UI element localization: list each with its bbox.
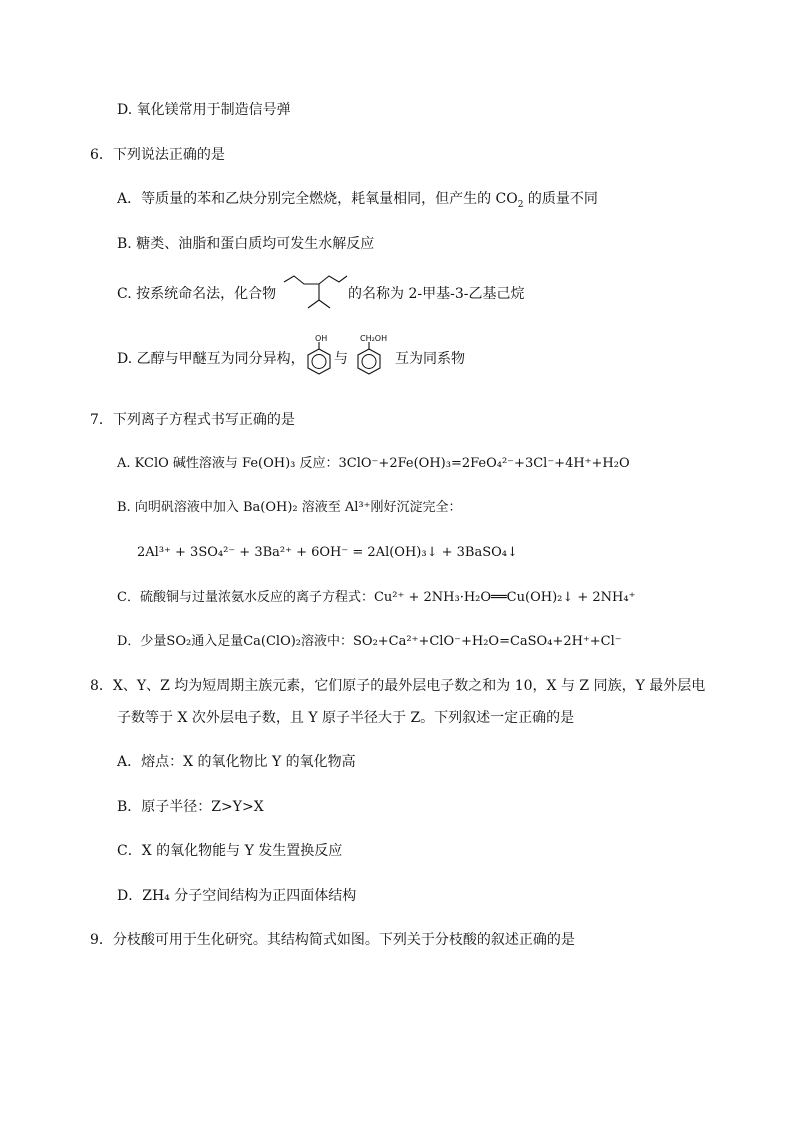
q6a-text: A．等质量的苯和乙炔分别完全燃烧，耗氧量相同，但产生的 CO (117, 191, 518, 207)
benzyl-ch2oh-label: CH₂OH (360, 334, 388, 343)
q6-stem: 6．下列说法正确的是 (90, 147, 225, 163)
q9-stem: 9．分枝酸可用于生化研究。其结构简式如图。下列关于分枝酸的叙述正确的是 (90, 932, 575, 948)
q7-stem: 7．下列离子方程式书写正确的是 (90, 412, 295, 428)
q8-stem-line2: 子数等于 X 次外层电子数，且 Y 原子半径大于 Z。下列叙述一定正确的是 (117, 710, 575, 726)
q8-stem-line1: 8．X、Y、Z 均为短周期主族元素，它们原子的最外层电子数之和为 10，X 与 Z 同族，Y 最外层电 (90, 678, 706, 694)
q6c-text: C. 按系统命名法，化合物 (117, 286, 277, 302)
q8-option-c: C．X 的氧化物能与 Y 发生置换反应 (117, 843, 343, 859)
q6d-mid-text: 与 (334, 351, 348, 367)
q7-option-c: C．硫酸铜与过量浓氨水反应的离子方程式：Cu²⁺ + 2NH₃·H₂O══Cu(OH)₂↓ + 2NH₄⁺ (117, 590, 636, 605)
q6d-text-end: 互为同系物 (395, 351, 465, 367)
q8-option-b: B．原子半径：Z>Y>X (117, 799, 264, 815)
q7-option-a: A. KClO 碱性溶液与 Fe(OH)₃ 反应：3ClO⁻+2Fe(OH)₃=2FeO₄²⁻+3Cl⁻+4H⁺+H₂O (117, 456, 630, 471)
q7-option-b: B. 向明矾溶液中加入 Ba(OH)₂ 溶液至 Al³⁺刚好沉淀完全： (117, 500, 462, 515)
q6c-text-end: 的名称为 2-甲基-3-乙基己烷 (348, 286, 525, 302)
q6-option-b: B. 糖类、油脂和蛋白质均可发生水解反应 (117, 236, 375, 252)
q7-option-b-equation: 2Al³⁺ + 3SO₄²⁻ + 3Ba²⁺ + 6OH⁻ = 2Al(OH)₃↓ + 3BaSO₄↓ (137, 545, 518, 560)
q8-option-d: D．ZH₄ 分子空间结构为正四面体结构 (117, 888, 357, 904)
q6-option-a (117, 189, 598, 211)
q6a-subscript: 2 (517, 200, 524, 210)
skeletal-formula-2-methyl-3-ethylhexane (282, 268, 352, 314)
q8-option-a: A．熔点：X 的氧化物比 Y 的氧化物高 (117, 754, 356, 770)
q6-option-d: D. 乙醇与甲醚互为同分异构， (117, 351, 305, 367)
q7-option-d: D．少量SO₂通入足量Ca(ClO)₂溶液中：SO₂+Ca²⁺+ClO⁻+H₂O=CaSO₄+2H⁺+Cl⁻ (117, 634, 622, 649)
q6-option-c (117, 284, 276, 304)
phenol-oh-label: OH (315, 334, 328, 343)
q5-option-d: D. 氧化镁常用于制造信号弹 (117, 102, 291, 118)
q6a-text-end: 的质量不同 (523, 191, 598, 207)
